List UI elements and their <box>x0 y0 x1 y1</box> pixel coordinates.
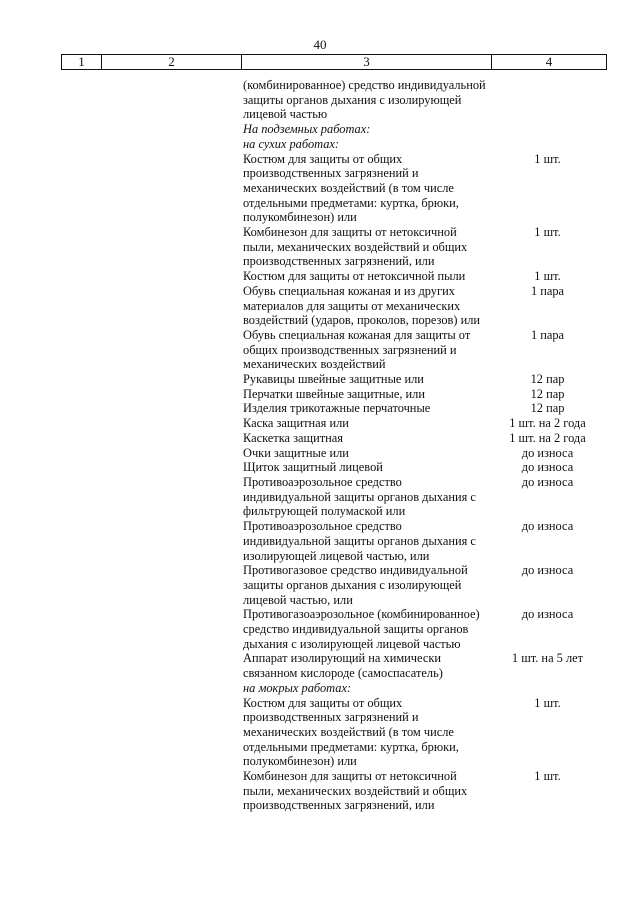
table-row <box>0 446 640 461</box>
item-quantity: до износа <box>521 445 574 460</box>
item-description: Противоаэрозольное средство индивидуальной защиты органов дыхания с изолирующей лицевой частью, или <box>243 519 476 563</box>
item-quantity: 1 шт. <box>534 769 561 784</box>
table-row <box>0 269 640 284</box>
item-description: Аппарат изолирующий на химически связанном кислороде (самоспасатель) <box>243 651 443 681</box>
item-quantity: 12 пар <box>530 386 565 401</box>
item-description: Изделия трикотажные перчаточные <box>243 401 431 416</box>
column-header-row <box>62 55 607 70</box>
protective-equipment-list <box>0 78 640 813</box>
table-row <box>0 78 640 122</box>
item-description: Очки защитные или <box>243 445 349 460</box>
column-header-2: 2 <box>102 55 242 70</box>
column-header-1: 1 <box>62 55 102 70</box>
item-description: На подземных работах: <box>243 122 371 137</box>
item-description: Каска защитная или <box>243 416 349 431</box>
item-quantity: 1 пара <box>530 283 565 298</box>
column-header-3: 3 <box>242 55 492 70</box>
item-quantity: 1 шт. <box>534 269 561 284</box>
item-description: Щиток защитный лицевой <box>243 460 383 475</box>
item-quantity: 1 шт. <box>534 151 561 166</box>
item-quantity: 1 шт. <box>534 695 561 710</box>
item-quantity: до износа <box>521 563 574 578</box>
item-description: Противогазоаэрозольное (комбинированное) средство индивидуальной защиты органов дыхания с изолирующей лицевой частью <box>243 607 480 651</box>
table-row <box>0 225 640 269</box>
table-row <box>0 460 640 475</box>
item-quantity: 1 шт. на 2 года <box>509 416 586 431</box>
table-row <box>0 387 640 402</box>
item-description: Комбинезон для защиты от нетоксичной пыли, механических воздействий и общих производственных загрязнений, или <box>243 769 468 813</box>
item-description: Обувь специальная кожаная и из других материалов для защиты от механических воздействий (ударов, проколов, порезов) или <box>243 283 481 328</box>
item-description: Каскетка защитная <box>243 430 343 445</box>
item-description: Комбинезон для защиты от нетоксичной пыли, механических воздействий и общих производственных загрязнений, или <box>243 225 468 269</box>
item-description: (комбинированное) средство индивидуальной защиты органов дыхания с изолирующей лицевой частью <box>243 78 486 122</box>
item-quantity: 1 шт. на 2 года <box>509 430 586 445</box>
item-quantity: до износа <box>521 474 574 489</box>
item-description: Перчатки швейные защитные, или <box>243 386 425 401</box>
table-row <box>0 284 640 328</box>
item-quantity: до износа <box>521 519 574 534</box>
item-quantity: до износа <box>521 460 574 475</box>
section-heading <box>0 681 640 696</box>
page-number: 40 <box>313 37 327 52</box>
section-heading <box>0 122 640 137</box>
table-row <box>0 475 640 519</box>
item-description: Противоаэрозольное средство индивидуальной защиты органов дыхания с фильтрующей полумаской или <box>243 474 476 519</box>
item-description: Противогазовое средство индивидуальной защиты органов дыхания с изолирующей лицевой частью, или <box>243 563 468 607</box>
column-header-table <box>61 54 607 70</box>
table-row <box>0 607 640 651</box>
table-row <box>0 651 640 680</box>
table-row <box>0 519 640 563</box>
table-row <box>0 372 640 387</box>
item-quantity: 12 пар <box>530 372 565 387</box>
item-description: Рукавицы швейные защитные или <box>243 372 424 387</box>
item-quantity: 12 пар <box>530 401 565 416</box>
table-row <box>0 328 640 372</box>
table-row <box>0 431 640 446</box>
item-quantity: 1 шт. <box>534 225 561 240</box>
item-description: Костюм для защиты от нетоксичной пыли <box>243 269 466 284</box>
item-quantity: 1 пара <box>530 327 565 342</box>
table-row <box>0 401 640 416</box>
table-row <box>0 769 640 813</box>
item-quantity: 1 шт. на 5 лет <box>511 651 584 666</box>
table-row <box>0 152 640 226</box>
item-description: на мокрых работах: <box>243 680 352 695</box>
item-description: на сухих работах: <box>243 136 340 151</box>
item-description: Костюм для защиты от общих производственных загрязнений и механических воздействий (в том числе отдельными предметами: куртка, брюки, полукомбинезон) или <box>243 695 459 769</box>
table-row <box>0 416 640 431</box>
item-description: Обувь специальная кожаная для защиты от общих производственных загрязнений и механических воздействий <box>243 327 471 372</box>
item-description: Костюм для защиты от общих производственных загрязнений и механических воздействий (в том числе отдельными предметами: куртка, брюки, полукомбинезон) или <box>243 151 459 225</box>
item-quantity: до износа <box>521 607 574 622</box>
section-heading <box>0 137 640 152</box>
table-row <box>0 563 640 607</box>
column-header-4: 4 <box>492 55 607 70</box>
table-row <box>0 696 640 770</box>
